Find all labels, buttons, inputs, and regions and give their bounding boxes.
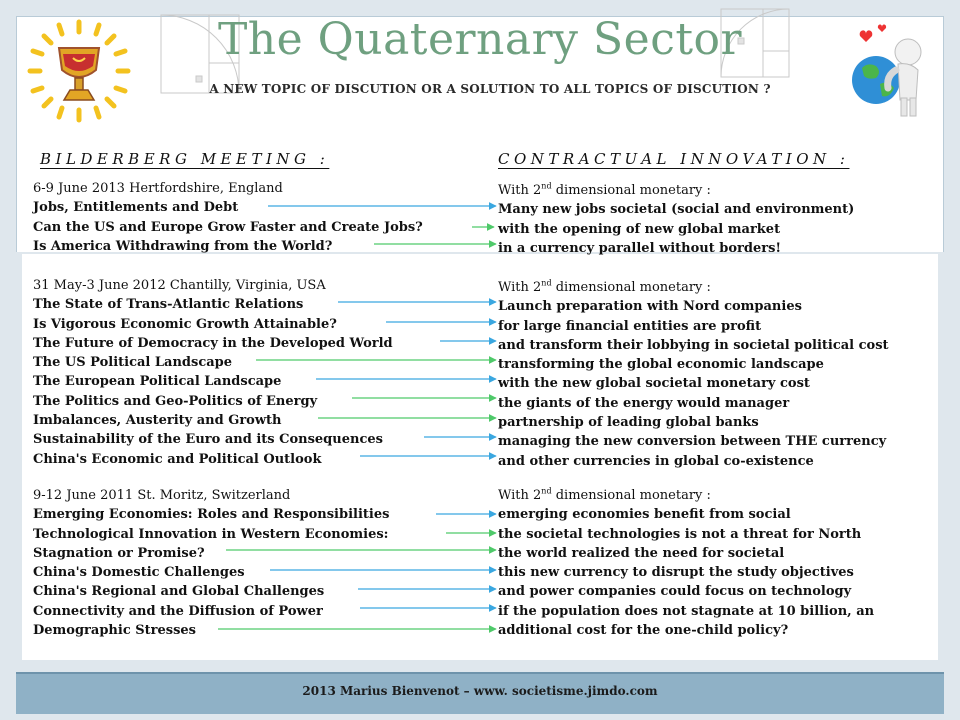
page-title: The Quaternary Sector bbox=[217, 14, 743, 65]
bilderberg-2012-block bbox=[33, 276, 393, 469]
meeting-date-location: 31 May-3 June 2012 Chantilly, Virginia, USA bbox=[33, 278, 326, 293]
innovation-point: and power companies could focus on technology bbox=[498, 584, 852, 600]
innovation-block-1 bbox=[498, 181, 854, 258]
meeting-topic: The European Political Landscape bbox=[33, 374, 282, 390]
innovation-point: Launch preparation with Nord companies bbox=[498, 299, 802, 315]
monetary-header: With 2nd dimensional monetary : bbox=[498, 486, 711, 503]
footer-bar bbox=[16, 672, 944, 714]
innovation-point: partnership of leading global banks bbox=[498, 415, 759, 431]
innovation-point: Many new jobs societal (social and environment) bbox=[498, 202, 855, 218]
innovation-block-3 bbox=[498, 486, 874, 640]
page-subtitle: A NEW TOPIC OF DISCUTION OR A SOLUTION TO ALL TOPICS OF DISCUTION ? bbox=[209, 82, 771, 96]
innovation-point: the world realized the need for societal bbox=[498, 545, 785, 561]
meeting-topic: Stagnation or Promise? bbox=[33, 545, 205, 561]
globe-hugging-figure-icon bbox=[838, 22, 942, 122]
meeting-topic: Jobs, Entitlements and Debt bbox=[33, 200, 239, 216]
monetary-header: With 2nd dimensional monetary : bbox=[498, 278, 711, 295]
footer-credit: 2013 Marius Bienvenot – www. societisme.jimdo.com bbox=[302, 684, 658, 698]
meeting-topic: Technological Innovation in Western Economies: bbox=[33, 526, 389, 542]
meeting-topic: Is America Withdrawing from the World? bbox=[33, 238, 333, 254]
innovation-point: in a currency parallel without borders! bbox=[498, 240, 782, 256]
innovation-point: the giants of the energy would manager bbox=[498, 395, 790, 411]
meeting-topic: The State of Trans-Atlantic Relations bbox=[33, 297, 304, 313]
innovation-point: this new currency to disrupt the study objectives bbox=[498, 565, 854, 581]
meeting-topic: China's Regional and Global Challenges bbox=[33, 584, 325, 600]
meeting-topic: Sustainability of the Euro and its Consequences bbox=[33, 432, 383, 448]
meeting-topic: China's Economic and Political Outlook bbox=[33, 451, 322, 467]
innovation-point: with the new global societal monetary cost bbox=[498, 376, 810, 392]
innovation-point: the societal technologies is not a threat for North bbox=[498, 526, 862, 542]
contractual-innovation-heading: CONTRACTUAL INNOVATION : bbox=[498, 150, 850, 168]
meeting-topic: China's Domestic Challenges bbox=[33, 565, 245, 581]
innovation-point: for large financial entities are profit bbox=[498, 318, 762, 334]
innovation-point: with the opening of new global market bbox=[498, 221, 781, 237]
golden-grail-icon bbox=[26, 18, 132, 124]
meeting-topic: Demographic Stresses bbox=[33, 623, 196, 639]
innovation-block-2 bbox=[498, 278, 889, 471]
meeting-topic: Imbalances, Austerity and Growth bbox=[33, 413, 282, 429]
meeting-topic: Can the US and Europe Grow Faster and Create Jobs? bbox=[33, 219, 423, 235]
innovation-point: and transform their lobbying in societal political cost bbox=[498, 337, 889, 353]
meeting-topic: The US Political Landscape bbox=[33, 355, 233, 371]
monetary-header: With 2nd dimensional monetary : bbox=[498, 181, 711, 198]
meeting-date-location: 6-9 June 2013 Hertfordshire, England bbox=[33, 181, 283, 196]
meeting-topic: The Future of Democracy in the Developed World bbox=[33, 335, 393, 351]
bilderberg-2011-block bbox=[33, 486, 389, 640]
meeting-topic: The Politics and Geo-Politics of Energy bbox=[33, 393, 318, 409]
innovation-point: transforming the global economic landscape bbox=[498, 357, 824, 373]
innovation-point: and other currencies in global co-existence bbox=[498, 453, 814, 469]
innovation-point: additional cost for the one-child policy? bbox=[498, 623, 789, 639]
innovation-point: if the population does not stagnate at 10 billion, an bbox=[498, 603, 875, 619]
meeting-topic: Connectivity and the Diffusion of Power bbox=[33, 603, 323, 619]
meeting-topic: Emerging Economies: Roles and Responsibilities bbox=[33, 507, 390, 523]
meeting-date-location: 9-12 June 2011 St. Moritz, Switzerland bbox=[33, 488, 291, 503]
innovation-point: managing the new conversion between THE currency bbox=[498, 434, 887, 450]
bilderberg-heading: BILDERBERG MEETING : bbox=[40, 150, 330, 168]
meeting-topic: Is Vigorous Economic Growth Attainable? bbox=[33, 316, 337, 332]
innovation-point: emerging economies benefit from social bbox=[498, 507, 791, 523]
bilderberg-2013-block bbox=[33, 179, 423, 256]
